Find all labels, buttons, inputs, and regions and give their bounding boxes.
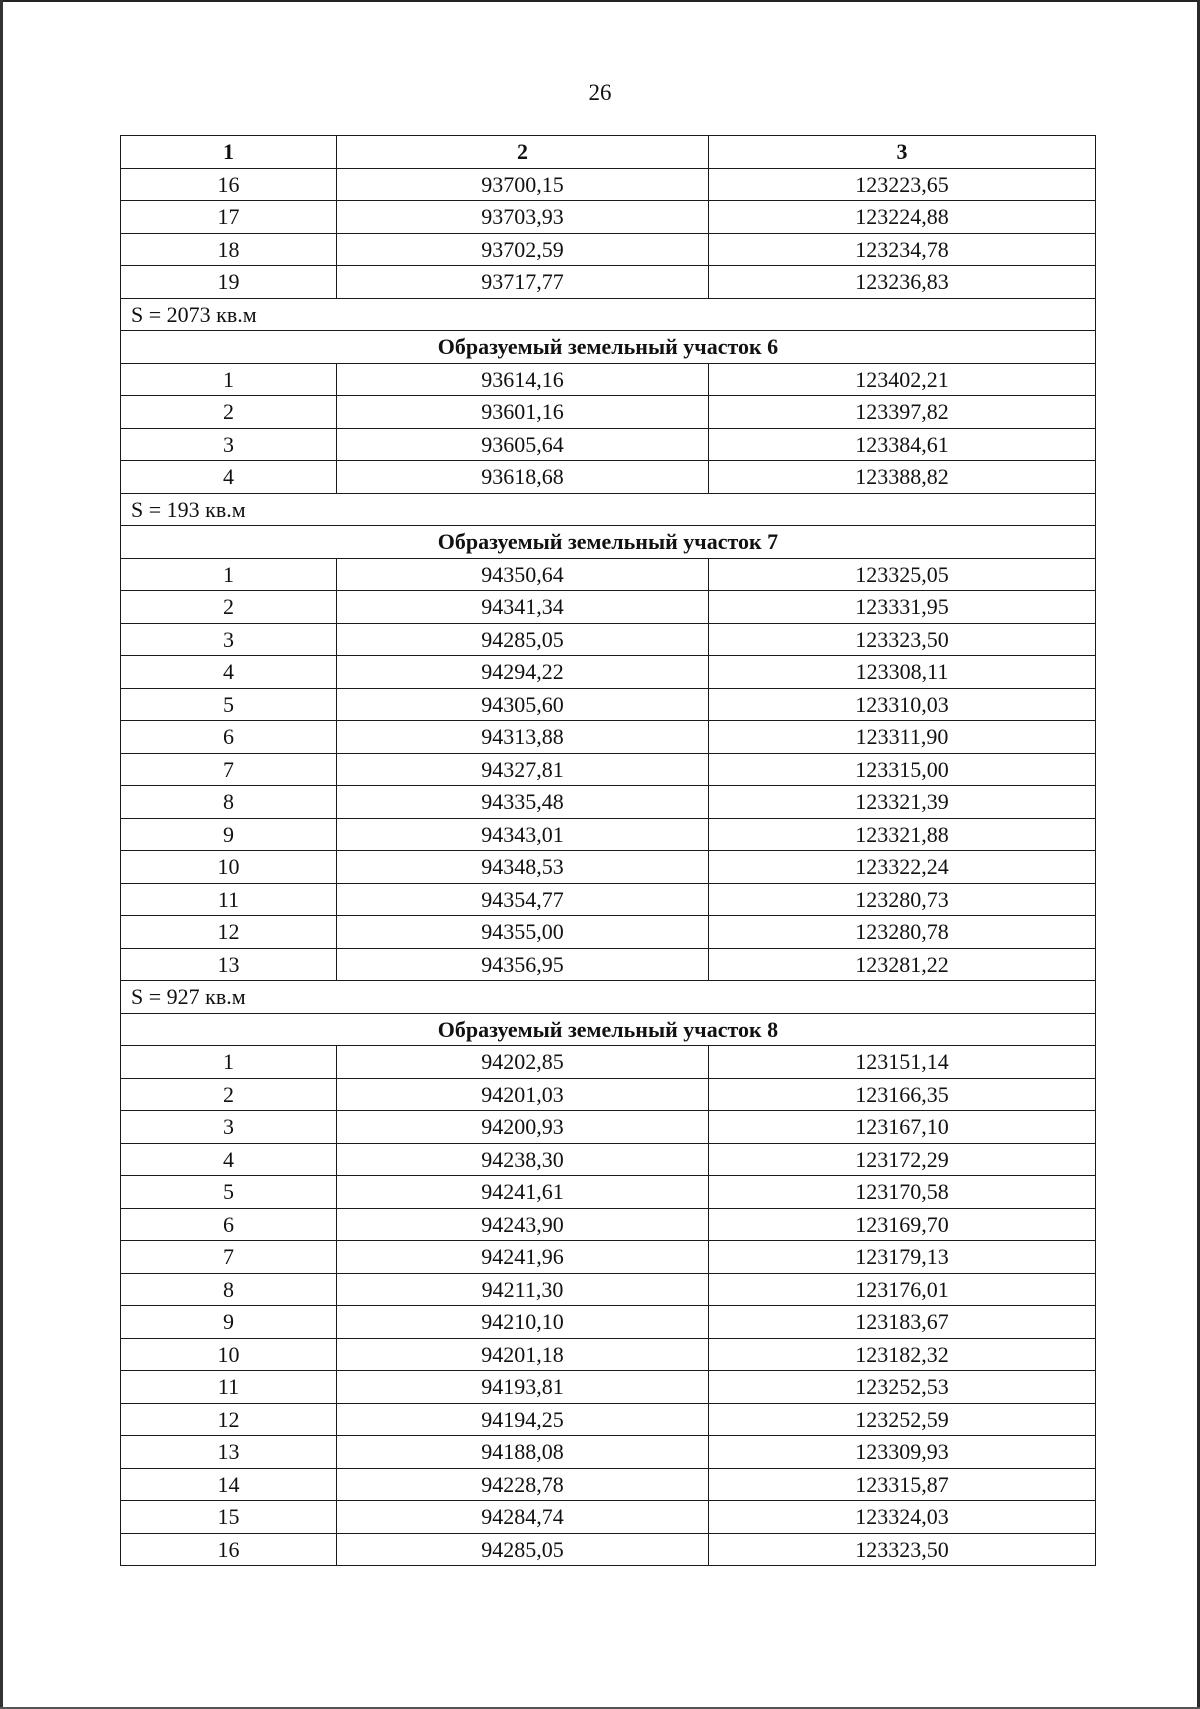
section-heading-row bbox=[121, 331, 1096, 364]
table-row bbox=[121, 461, 1096, 494]
scan-edge-left bbox=[0, 0, 3, 1709]
table-row bbox=[121, 753, 1096, 786]
point-number-cell: 3 bbox=[121, 428, 337, 461]
coordinate-y-cell: 123331,95 bbox=[709, 591, 1096, 624]
table-row bbox=[121, 1436, 1096, 1469]
coordinate-x-cell: 93618,68 bbox=[337, 461, 709, 494]
coordinate-y-cell: 123252,59 bbox=[709, 1403, 1096, 1436]
table-row bbox=[121, 1273, 1096, 1306]
table-row bbox=[121, 1046, 1096, 1079]
table-row bbox=[121, 1208, 1096, 1241]
point-number-cell: 19 bbox=[121, 266, 337, 299]
coordinate-x-cell: 93700,15 bbox=[337, 168, 709, 201]
table-row bbox=[121, 591, 1096, 624]
coordinate-y-cell: 123325,05 bbox=[709, 558, 1096, 591]
coordinate-x-cell: 94285,05 bbox=[337, 1533, 709, 1566]
point-number-cell: 6 bbox=[121, 1208, 337, 1241]
point-number-cell: 17 bbox=[121, 201, 337, 234]
coordinate-x-cell: 94241,96 bbox=[337, 1241, 709, 1274]
point-number-cell: 6 bbox=[121, 721, 337, 754]
table-row bbox=[121, 1143, 1096, 1176]
point-number-cell: 3 bbox=[121, 1111, 337, 1144]
coordinate-y-cell: 123280,73 bbox=[709, 883, 1096, 916]
point-number-cell: 11 bbox=[121, 1371, 337, 1404]
coordinate-x-cell: 93601,16 bbox=[337, 396, 709, 429]
area-value: S = 2073 кв.м bbox=[121, 298, 1096, 331]
coordinate-y-cell: 123315,00 bbox=[709, 753, 1096, 786]
coordinate-y-cell: 123397,82 bbox=[709, 396, 1096, 429]
table-row bbox=[121, 266, 1096, 299]
coordinate-y-cell: 123182,32 bbox=[709, 1338, 1096, 1371]
coordinate-x-cell: 94210,10 bbox=[337, 1306, 709, 1339]
coordinate-y-cell: 123223,65 bbox=[709, 168, 1096, 201]
coordinate-y-cell: 123324,03 bbox=[709, 1501, 1096, 1534]
coordinate-y-cell: 123236,83 bbox=[709, 266, 1096, 299]
point-number-cell: 1 bbox=[121, 558, 337, 591]
coordinate-x-cell: 93702,59 bbox=[337, 233, 709, 266]
table-row bbox=[121, 1241, 1096, 1274]
coordinate-x-cell: 94348,53 bbox=[337, 851, 709, 884]
point-number-cell: 15 bbox=[121, 1501, 337, 1534]
scan-edge-top bbox=[0, 0, 1200, 2]
table-header-row bbox=[121, 136, 1096, 169]
table-row bbox=[121, 1371, 1096, 1404]
point-number-cell: 9 bbox=[121, 818, 337, 851]
coordinate-y-cell: 123183,67 bbox=[709, 1306, 1096, 1339]
coordinate-x-cell: 94327,81 bbox=[337, 753, 709, 786]
coordinate-y-cell: 123167,10 bbox=[709, 1111, 1096, 1144]
coordinate-y-cell: 123315,87 bbox=[709, 1468, 1096, 1501]
point-number-cell: 3 bbox=[121, 623, 337, 656]
table-row bbox=[121, 1338, 1096, 1371]
coordinate-y-cell: 123384,61 bbox=[709, 428, 1096, 461]
table-row bbox=[121, 818, 1096, 851]
coordinate-x-cell: 94313,88 bbox=[337, 721, 709, 754]
coordinate-y-cell: 123224,88 bbox=[709, 201, 1096, 234]
point-number-cell: 8 bbox=[121, 1273, 337, 1306]
coordinate-y-cell: 123170,58 bbox=[709, 1176, 1096, 1209]
table-row bbox=[121, 851, 1096, 884]
table-row bbox=[121, 1468, 1096, 1501]
point-number-cell: 7 bbox=[121, 1241, 337, 1274]
point-number-cell: 13 bbox=[121, 948, 337, 981]
coordinate-y-cell: 123310,03 bbox=[709, 688, 1096, 721]
table-row bbox=[121, 1111, 1096, 1144]
table-row bbox=[121, 786, 1096, 819]
coordinates-table bbox=[120, 135, 1096, 1566]
coordinate-x-cell: 94193,81 bbox=[337, 1371, 709, 1404]
area-row bbox=[121, 493, 1096, 526]
point-number-cell: 16 bbox=[121, 168, 337, 201]
coordinate-x-cell: 94305,60 bbox=[337, 688, 709, 721]
table-row bbox=[121, 1078, 1096, 1111]
coordinate-x-cell: 94285,05 bbox=[337, 623, 709, 656]
table-row bbox=[121, 1533, 1096, 1566]
table-row bbox=[121, 201, 1096, 234]
point-number-cell: 2 bbox=[121, 1078, 337, 1111]
point-number-cell: 2 bbox=[121, 396, 337, 429]
coordinate-x-cell: 94201,18 bbox=[337, 1338, 709, 1371]
point-number-cell: 4 bbox=[121, 461, 337, 494]
page-number: 26 bbox=[588, 80, 612, 105]
point-number-cell: 12 bbox=[121, 1403, 337, 1436]
table-row bbox=[121, 428, 1096, 461]
coordinate-x-cell: 94356,95 bbox=[337, 948, 709, 981]
header-col-1: 1 bbox=[121, 136, 337, 169]
header-col-3: 3 bbox=[709, 136, 1096, 169]
coordinate-y-cell: 123323,50 bbox=[709, 623, 1096, 656]
table-row bbox=[121, 721, 1096, 754]
coordinate-x-cell: 94341,34 bbox=[337, 591, 709, 624]
table-row bbox=[121, 688, 1096, 721]
point-number-cell: 5 bbox=[121, 1176, 337, 1209]
area-row bbox=[121, 981, 1096, 1014]
section-heading: Образуемый земельный участок 8 bbox=[121, 1013, 1096, 1046]
table-row bbox=[121, 396, 1096, 429]
section-heading-row bbox=[121, 1013, 1096, 1046]
coordinate-x-cell: 93605,64 bbox=[337, 428, 709, 461]
coordinate-x-cell: 94241,61 bbox=[337, 1176, 709, 1209]
coordinate-x-cell: 94201,03 bbox=[337, 1078, 709, 1111]
coordinate-x-cell: 94211,30 bbox=[337, 1273, 709, 1306]
coordinate-y-cell: 123166,35 bbox=[709, 1078, 1096, 1111]
coordinate-y-cell: 123280,78 bbox=[709, 916, 1096, 949]
table-row bbox=[121, 948, 1096, 981]
point-number-cell: 18 bbox=[121, 233, 337, 266]
table-row bbox=[121, 363, 1096, 396]
point-number-cell: 11 bbox=[121, 883, 337, 916]
coordinate-x-cell: 94200,93 bbox=[337, 1111, 709, 1144]
point-number-cell: 10 bbox=[121, 1338, 337, 1371]
coordinate-x-cell: 93717,77 bbox=[337, 266, 709, 299]
section-heading-row bbox=[121, 526, 1096, 559]
coordinate-y-cell: 123169,70 bbox=[709, 1208, 1096, 1241]
coordinate-y-cell: 123321,39 bbox=[709, 786, 1096, 819]
table-row bbox=[121, 1501, 1096, 1534]
coordinate-x-cell: 94284,74 bbox=[337, 1501, 709, 1534]
point-number-cell: 14 bbox=[121, 1468, 337, 1501]
coordinate-x-cell: 94294,22 bbox=[337, 656, 709, 689]
coordinate-x-cell: 94354,77 bbox=[337, 883, 709, 916]
coordinate-x-cell: 94243,90 bbox=[337, 1208, 709, 1241]
coordinate-y-cell: 123322,24 bbox=[709, 851, 1096, 884]
point-number-cell: 1 bbox=[121, 363, 337, 396]
table-row bbox=[121, 656, 1096, 689]
coordinate-y-cell: 123308,11 bbox=[709, 656, 1096, 689]
area-row bbox=[121, 298, 1096, 331]
coordinate-y-cell: 123252,53 bbox=[709, 1371, 1096, 1404]
coordinate-y-cell: 123402,21 bbox=[709, 363, 1096, 396]
coordinate-y-cell: 123151,14 bbox=[709, 1046, 1096, 1079]
coordinate-x-cell: 94335,48 bbox=[337, 786, 709, 819]
coordinate-y-cell: 123172,29 bbox=[709, 1143, 1096, 1176]
point-number-cell: 5 bbox=[121, 688, 337, 721]
area-value: S = 193 кв.м bbox=[121, 493, 1096, 526]
section-heading: Образуемый земельный участок 6 bbox=[121, 331, 1096, 364]
coordinate-x-cell: 94202,85 bbox=[337, 1046, 709, 1079]
coordinate-x-cell: 93703,93 bbox=[337, 201, 709, 234]
table-row bbox=[121, 623, 1096, 656]
coordinate-x-cell: 94343,01 bbox=[337, 818, 709, 851]
point-number-cell: 12 bbox=[121, 916, 337, 949]
section-heading: Образуемый земельный участок 7 bbox=[121, 526, 1096, 559]
coordinate-x-cell: 94188,08 bbox=[337, 1436, 709, 1469]
table-row bbox=[121, 883, 1096, 916]
coordinate-y-cell: 123388,82 bbox=[709, 461, 1096, 494]
coordinate-y-cell: 123281,22 bbox=[709, 948, 1096, 981]
table-row bbox=[121, 558, 1096, 591]
table-body bbox=[121, 168, 1096, 1566]
coordinate-y-cell: 123311,90 bbox=[709, 721, 1096, 754]
point-number-cell: 4 bbox=[121, 1143, 337, 1176]
coordinate-x-cell: 93614,16 bbox=[337, 363, 709, 396]
point-number-cell: 2 bbox=[121, 591, 337, 624]
table-row bbox=[121, 233, 1096, 266]
coordinate-x-cell: 94194,25 bbox=[337, 1403, 709, 1436]
coordinate-y-cell: 123323,50 bbox=[709, 1533, 1096, 1566]
coordinate-y-cell: 123176,01 bbox=[709, 1273, 1096, 1306]
table-row bbox=[121, 1176, 1096, 1209]
coordinate-y-cell: 123179,13 bbox=[709, 1241, 1096, 1274]
point-number-cell: 8 bbox=[121, 786, 337, 819]
point-number-cell: 10 bbox=[121, 851, 337, 884]
coordinate-x-cell: 94228,78 bbox=[337, 1468, 709, 1501]
point-number-cell: 16 bbox=[121, 1533, 337, 1566]
area-value: S = 927 кв.м bbox=[121, 981, 1096, 1014]
coordinate-y-cell: 123321,88 bbox=[709, 818, 1096, 851]
point-number-cell: 1 bbox=[121, 1046, 337, 1079]
point-number-cell: 9 bbox=[121, 1306, 337, 1339]
point-number-cell: 13 bbox=[121, 1436, 337, 1469]
coordinate-y-cell: 123309,93 bbox=[709, 1436, 1096, 1469]
point-number-cell: 7 bbox=[121, 753, 337, 786]
table-row bbox=[121, 1403, 1096, 1436]
coordinate-x-cell: 94350,64 bbox=[337, 558, 709, 591]
coordinate-x-cell: 94238,30 bbox=[337, 1143, 709, 1176]
header-col-2: 2 bbox=[337, 136, 709, 169]
table-row bbox=[121, 1306, 1096, 1339]
coordinate-y-cell: 123234,78 bbox=[709, 233, 1096, 266]
table-row bbox=[121, 916, 1096, 949]
coordinate-x-cell: 94355,00 bbox=[337, 916, 709, 949]
table-row bbox=[121, 168, 1096, 201]
point-number-cell: 4 bbox=[121, 656, 337, 689]
